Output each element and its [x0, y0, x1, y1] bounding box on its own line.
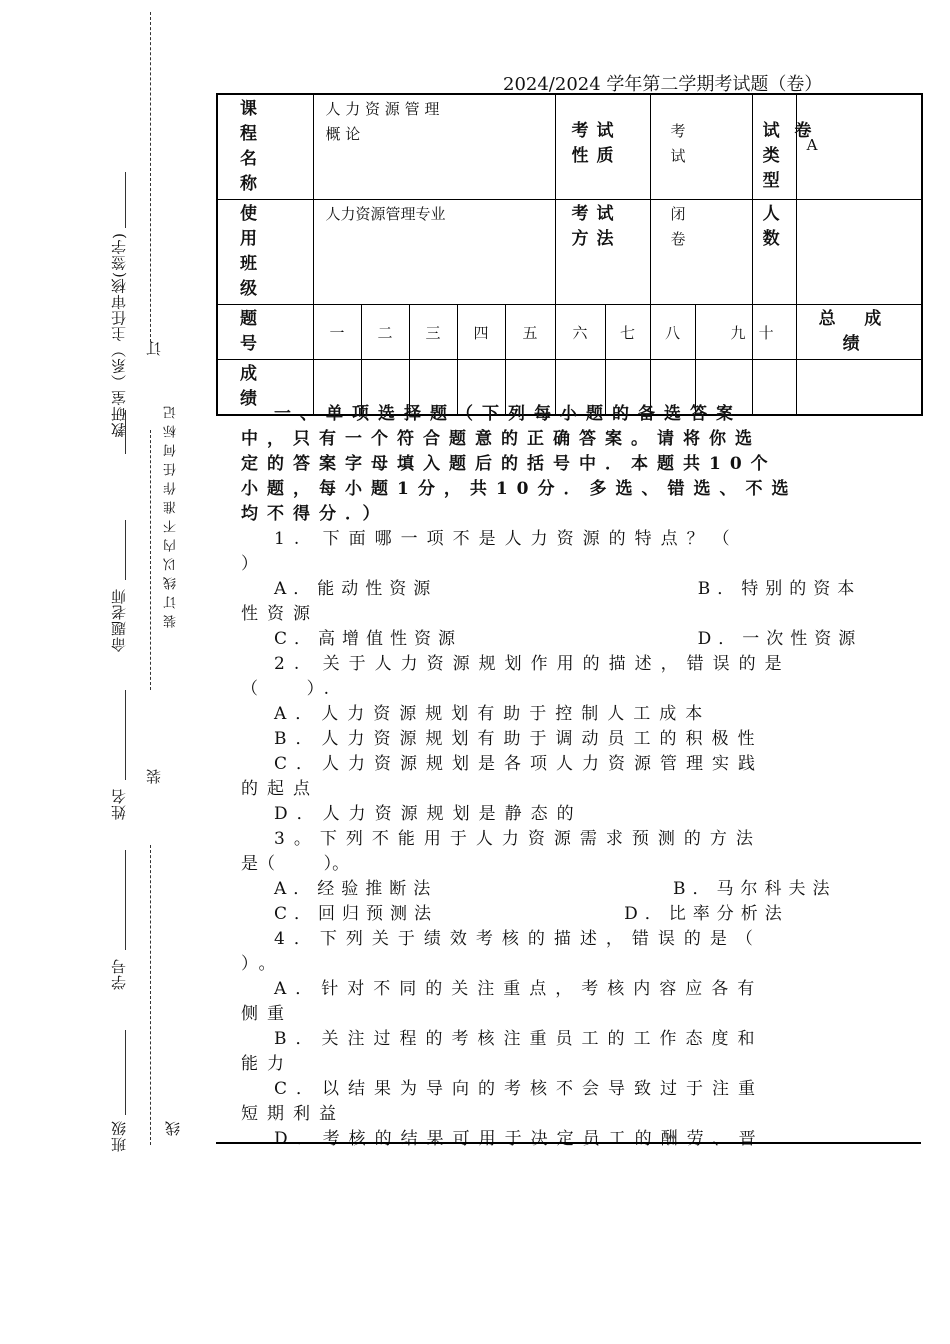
exam-nature-value-cell	[650, 94, 752, 200]
total-score-label-cell	[796, 305, 922, 360]
page-bottom-rule	[216, 1142, 921, 1144]
course-name-label: 课程名称	[240, 99, 258, 194]
exam-title: 2024/2024 学年第二学期考试题（卷）	[503, 74, 823, 95]
teacher-line-2	[125, 520, 126, 580]
name-line	[125, 690, 126, 780]
class-value-cell	[313, 200, 555, 305]
paper-type-label-2: 类 型	[762, 146, 781, 191]
question-1-stem-cont: ）	[241, 554, 267, 574]
exam-info-table	[216, 93, 923, 416]
q-num-4: 四	[457, 305, 505, 360]
section-instructions-line-4: 小题，每小题1分，共10分．多选、错选、不选	[241, 479, 798, 499]
question-3-option-cd: C．回归预测法 D．比率分析法	[274, 904, 789, 924]
question-4-option-c-cont: 短期利益	[241, 1104, 345, 1124]
headcount-label-cell	[752, 200, 796, 305]
question-1-stem: 1. 下面哪一项不是人力资源的特点？（	[274, 529, 739, 549]
q-num-5: 五	[505, 305, 555, 360]
q-num-6: 六	[555, 305, 605, 360]
class-label-cell	[217, 200, 313, 305]
exam-nature-label-2: 性 质	[571, 146, 615, 166]
q-num-7: 七	[605, 305, 650, 360]
section-instructions-line-1: 一、单项选择题（下列每小题的备选答案	[274, 404, 742, 424]
binding-notice: 装订线以内不准作任何标记	[164, 400, 179, 628]
question-2-option-b: B．人力资源规划有助于调动员工的积极性	[274, 729, 764, 749]
exam-nature-value-1: 考	[670, 122, 686, 140]
q-num-9: 九	[695, 305, 752, 360]
student-no-line	[125, 850, 126, 950]
section-instructions-line-2: 中，只有一个符合题意的正确答案。请将你选	[241, 429, 761, 449]
q-num-2: 二	[361, 305, 409, 360]
class-label-text: 使用班级	[240, 204, 258, 299]
score-label: 成绩	[240, 364, 258, 409]
ding-mark: 订	[145, 340, 163, 356]
question-2-option-d: D．人力资源规划是静态的	[274, 804, 583, 824]
exam-method-value-2: 卷	[670, 230, 686, 248]
exam-method-value-cell	[650, 200, 752, 305]
exam-method-label-1: 考 试	[571, 204, 615, 224]
question-2-stem-cont: （ ）.	[241, 679, 330, 699]
question-1-option-cd: C．高增值性资源 D．一次性资源	[274, 629, 863, 649]
binding-dashed-line-low	[150, 845, 151, 1145]
q-num-1: 一	[313, 305, 361, 360]
approver-signature-line	[125, 172, 126, 228]
question-3-option-ab: A．经验推断法 B．马尔科夫法	[274, 879, 837, 899]
course-name-line1: 人 力 资 源 管 理	[325, 100, 440, 118]
question-no-label-cell	[217, 305, 313, 360]
question-4-option-d: D．考核的结果可用于决定员工的酬劳、晋	[274, 1129, 765, 1149]
question-1-option-b-cont: 性资源	[241, 604, 319, 624]
paper-type-value-cell	[796, 94, 922, 200]
question-no-label: 题号	[240, 309, 258, 354]
class-line	[125, 1030, 126, 1115]
questions-body	[241, 402, 899, 1152]
approver-label: 教研室（系）主任审核(签字)	[110, 232, 128, 438]
question-2-stem: 2. 关于人力资源规划作用的描述，错误的是	[274, 654, 791, 674]
question-4-stem: 4．下列关于绩效考核的描述，错误的是（	[274, 929, 762, 949]
question-4-stem-cont: ）。	[241, 954, 285, 974]
headcount-value-cell	[796, 200, 922, 305]
course-name-label-cell	[217, 94, 313, 200]
exam-method-label-cell	[555, 200, 650, 305]
question-2-option-c-cont: 的起点	[241, 779, 319, 799]
name-label: 姓名	[110, 788, 128, 820]
exam-nature-value-2: 试	[670, 147, 686, 165]
q-num-10: 十	[752, 305, 796, 360]
paper-type-label-1: 试 卷	[762, 121, 813, 141]
course-name-value-cell	[313, 94, 555, 200]
xian-mark: 线	[164, 1120, 182, 1136]
question-4-option-a-cont: 侧重	[241, 1004, 293, 1024]
teacher-signature-line	[125, 410, 126, 454]
question-3-stem-cont: 是（ ）。	[241, 854, 350, 874]
course-name-line2: 概 论	[325, 125, 361, 143]
section-instructions-line-3: 定的答案字母填入题后的括号中．本题共10个	[241, 454, 777, 474]
q-num-8: 八	[650, 305, 695, 360]
teacher-label: 命题老师	[110, 588, 128, 652]
total-score-label-1: 总 成	[818, 309, 883, 329]
paper-type-value: A	[806, 136, 818, 154]
exam-nature-label-1: 考 试	[571, 121, 615, 141]
section-instructions-line-5: 均不得分．）	[241, 504, 389, 524]
question-1-option-ab: A．能动性资源 B．特别的资本	[274, 579, 862, 599]
exam-method-value-1: 闭	[670, 205, 686, 223]
exam-nature-label-cell	[555, 94, 650, 200]
question-3-stem: 3。下列不能用于人力资源需求预测的方法	[274, 829, 762, 849]
student-no-label: 学号	[110, 958, 128, 990]
q-num-3: 三	[409, 305, 457, 360]
question-2-option-c: C．人力资源规划是各项人力资源管理实践	[274, 754, 765, 774]
binding-dashed-line-mid	[150, 430, 151, 690]
binding-dashed-line-top	[150, 12, 151, 342]
class-value: 人力资源管理专业	[325, 205, 446, 223]
question-4-option-b: B．关注过程的考核注重员工的工作态度和	[274, 1029, 764, 1049]
question-4-option-b-cont: 能力	[241, 1054, 293, 1074]
exam-method-label-2: 方 法	[571, 229, 615, 249]
headcount-label: 人数	[762, 204, 781, 249]
zhuang-mark: 装	[145, 768, 163, 784]
total-score-label-2: 绩	[842, 334, 861, 354]
class-label: 班级	[110, 1120, 128, 1152]
question-4-option-c: C．以结果为导向的考核不会导致过于注重	[274, 1079, 765, 1099]
paper-type-label-cell	[752, 94, 813, 200]
question-4-option-a: A．针对不同的关注重点，考核内容应各有	[274, 979, 764, 999]
question-2-option-a: A．人力资源规划有助于控制人工成本	[274, 704, 712, 724]
